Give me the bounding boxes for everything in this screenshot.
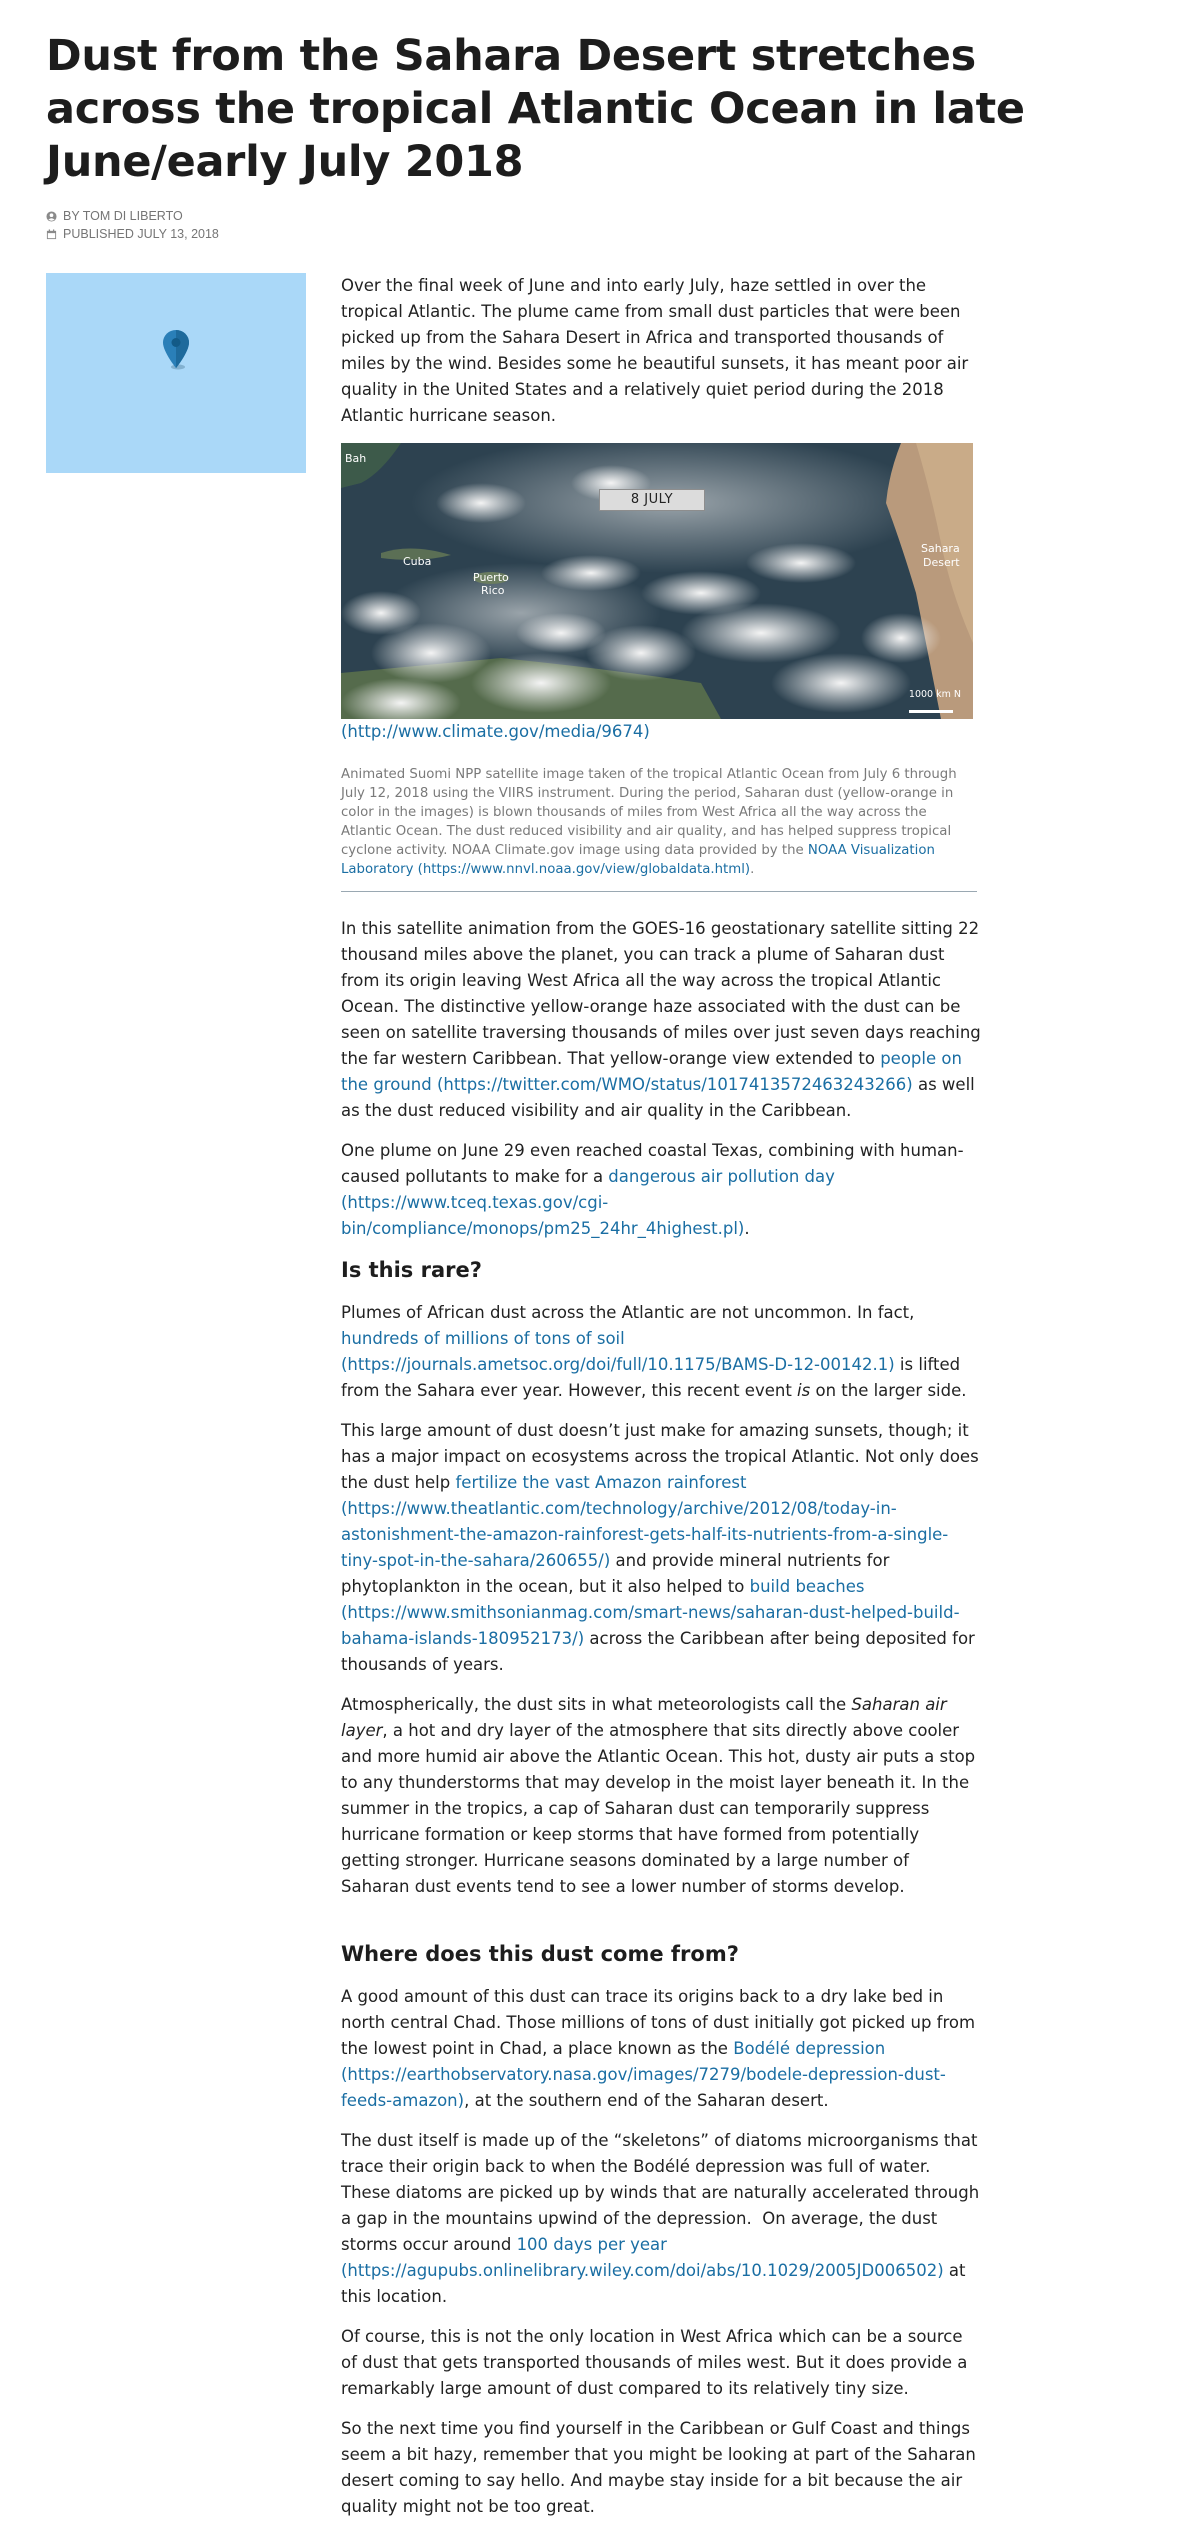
tons-of-soil-link[interactable]: hundreds of millions of tons of soil (https://journals.ametsoc.org/doi/full/10.1175/BAMS-D-12-00142.1) [341,1329,895,1374]
date-label: 8 JULY [599,489,705,511]
100-days-link[interactable]: 100 days per year (https://agupubs.onlinelibrary.wiley.com/doi/abs/10.1029/2005JD006502) [341,2235,944,2280]
north-label: N [953,689,961,700]
paragraph-closing: So the next time you find yourself in the Caribbean or Gulf Coast and things seem a bit hazy, remember that you might be looking at part of the Saharan desert coming to say hello. And maybe stay inside for a bit because the air quality might not be too great. [341,2419,976,2516]
paragraph-plumes: Plumes of African dust across the Atlantic are not uncommon. In fact, hundreds of millions of tons of soil (https://journals.ametsoc.org/doi/full/10.1175/BAMS-D-12-00142.1) is lifted from the Sahara ever year. However, this recent event is on the larger side. [341,1303,967,1400]
image-caption: Animated Suomi NPP satellite image taken of the tropical Atlantic Ocean from July 6 through July 12, 2018 using the VIIRS instrument. During the period, Saharan dust (yellow-orange in color in the images) is blown thousands of miles from West Africa all the way across the Atlantic Ocean. The dust reduced visibility and air quality, and has helped suppress tropical cyclone activity. NOAA Climate.gov image using data provided by the NOAA Visualization Laboratory (https://www.nnvl.noaa.gov/view/globaldata.html). [341,767,957,877]
scale-label: 1000 km [908,689,951,700]
published-label: PUBLISHED JULY 13, 2018 [63,227,219,241]
calendar-icon [46,229,57,240]
publish-date [46,225,1156,243]
article-meta [46,207,1156,243]
satellite-scene [341,443,973,719]
heading-is-this-rare: Is this rare? [341,1258,482,1282]
location-map[interactable] [46,273,306,473]
pollution-day-link[interactable]: dangerous air pollution day (https://www.tceq.texas.gov/cgi-bin/compliance/monops/pm25_24hr_4highest.pl) [341,1167,835,1238]
divider [341,891,977,892]
author: BY TOM DI LIBERTO [63,209,183,223]
article-content [341,273,981,2534]
paragraph-chad: A good amount of this dust can trace its origins back to a dry lake bed in north central Chad. Those millions of tons of dust initially got picked up from the lowest point in Chad, a place known as the Bodélé depression (https://earthobservatory.nasa.gov/images/7279/bodele-depression-dust-feeds-amazon), at the southern end of the Saharan desert. [341,1987,976,2110]
label-puerto: Puerto [473,571,509,584]
label-cuba: Cuba [403,555,432,568]
label-desert: Desert [923,556,960,569]
media-link[interactable]: (http://www.climate.gov/media/9674) [341,722,650,741]
paragraph-diatoms: The dust itself is made up of the “skeletons” of diatoms microorganisms that trace their origin back to when the Bodélé depression was full of water. These diatoms are picked up by winds that are naturally accelerated through a gap in the mountains upwind of the depression. On average, the dust storms occur around 100 days per year (https://agupubs.onlinelibrary.wiley.com/doi/abs/10.1029/2005JD006502) at this location. [341,2131,980,2306]
map-pin-icon[interactable] [163,330,189,370]
paragraph-intro: Over the final week of June and into early July, haze settled in over the tropical Atlantic. The plume came from small dust particles that were been picked up from the Sahara Desert in Africa and transported thousands of miles by the wind. Besides some he beautiful sunsets, it has meant poor air quality in the United States and a relatively quiet period during the 2018 Atlantic hurricane season. [341,276,969,425]
article-page [46,0,1156,2516]
people-on-ground-link[interactable]: people on the ground (https://twitter.com/WMO/status/1017413572463243266) [341,1049,962,1094]
paragraph-ecosystems: This large amount of dust doesn’t just make for amazing sunsets, though; it has a major impact on ecosystems across the tropical Atlantic. Not only does the dust help fertilize the vast Amazon rainforest (https://www.theatlantic.com/technology/archive/2012/08/today-in-astonishment-the-amazon-rainforest-gets-half-its-nutrients-from-a-single-tiny-spot-in-the-sahara/260655/) and provide mineral nutrients for phytoplankton in the ocean, but it also helped to build beaches (https://www.smithsonianmag.com/smart-news/saharan-dust-helped-build-bahama-islands-180952173/) across the Caribbean after being deposited for thousands of years. [341,1421,979,1674]
paragraph-source: Of course, this is not the only location in West Africa which can be a source of dust that gets transported thousands of miles west. But it does provide a remarkably large amount of dust compared to its relatively tiny size. [341,2327,968,2398]
media-link-paragraph [341,719,981,745]
scale-bar [909,682,961,713]
amazon-link[interactable]: fertilize the vast Amazon rainforest (https://www.theatlantic.com/technology/archive/2012/08/today-in-astonishment-the-amazon-rainforest-gets-half-its-nutrients-from-a-single-tiny-spot-in-the-sahara/260655/) [341,1473,949,1570]
label-rico: Rico [481,584,505,597]
heading-where-from: Where does this dust come from? [341,1942,739,1966]
user-icon [46,211,57,222]
bodele-link[interactable]: Bodélé depression (https://earthobservatory.nasa.gov/images/7279/bodele-depression-dust-feeds-amazon) [341,2039,946,2110]
page-title: Dust from the Sahara Desert stretches across the tropical Atlantic Ocean in late June/early July 2018 [46,31,1025,187]
paragraph-goes16: In this satellite animation from the GOES-16 geostationary satellite sitting 22 thousand miles above the planet, you can track a plume of Saharan dust from its origin leaving West Africa all the way across the tropical Atlantic Ocean. The distinctive yellow-orange haze associated with the dust can be seen on satellite traversing thousands of miles over just seven days reaching the far western Caribbean. That yellow-orange view extended to people on the ground (https://twitter.com/WMO/status/1017413572463243266) as well as the dust reduced visibility and air quality in the Caribbean. [341,919,981,1120]
byline [46,207,1156,225]
paragraph-texas: One plume on June 29 even reached coastal Texas, combining with human-caused pollutants to make for a dangerous air pollution day (https://www.tceq.texas.gov/cgi-bin/compliance/monops/pm25_24hr_4highest.pl). [341,1141,964,1238]
satellite-image[interactable] [341,443,973,719]
nnvl-link[interactable]: NOAA Visualization Laboratory (https://www.nnvl.noaa.gov/view/globaldata.html) [341,843,935,877]
label-bahamas: Bah [345,452,367,465]
paragraph-air-layer: Atmospherically, the dust sits in what meteorologists call the Saharan air layer, a hot and dry layer of the atmosphere that sits directly above cooler and more humid air above the Atlantic Ocean. This hot, dusty air puts a stop to any thunderstorms that may develop in the moist layer beneath it. In the summer in the tropics, a cap of Saharan dust can temporarily suppress hurricane formation or keep storms that have formed from potentially getting stronger. Hurricane seasons dominated by a large number of Saharan dust events tend to see a lower number of storms develop. [341,1695,976,1896]
label-sahara: Sahara [921,542,960,555]
build-beaches-link[interactable]: build beaches (https://www.smithsonianmag.com/smart-news/saharan-dust-helped-build-bahama-islands-180952173/) [341,1577,960,1648]
